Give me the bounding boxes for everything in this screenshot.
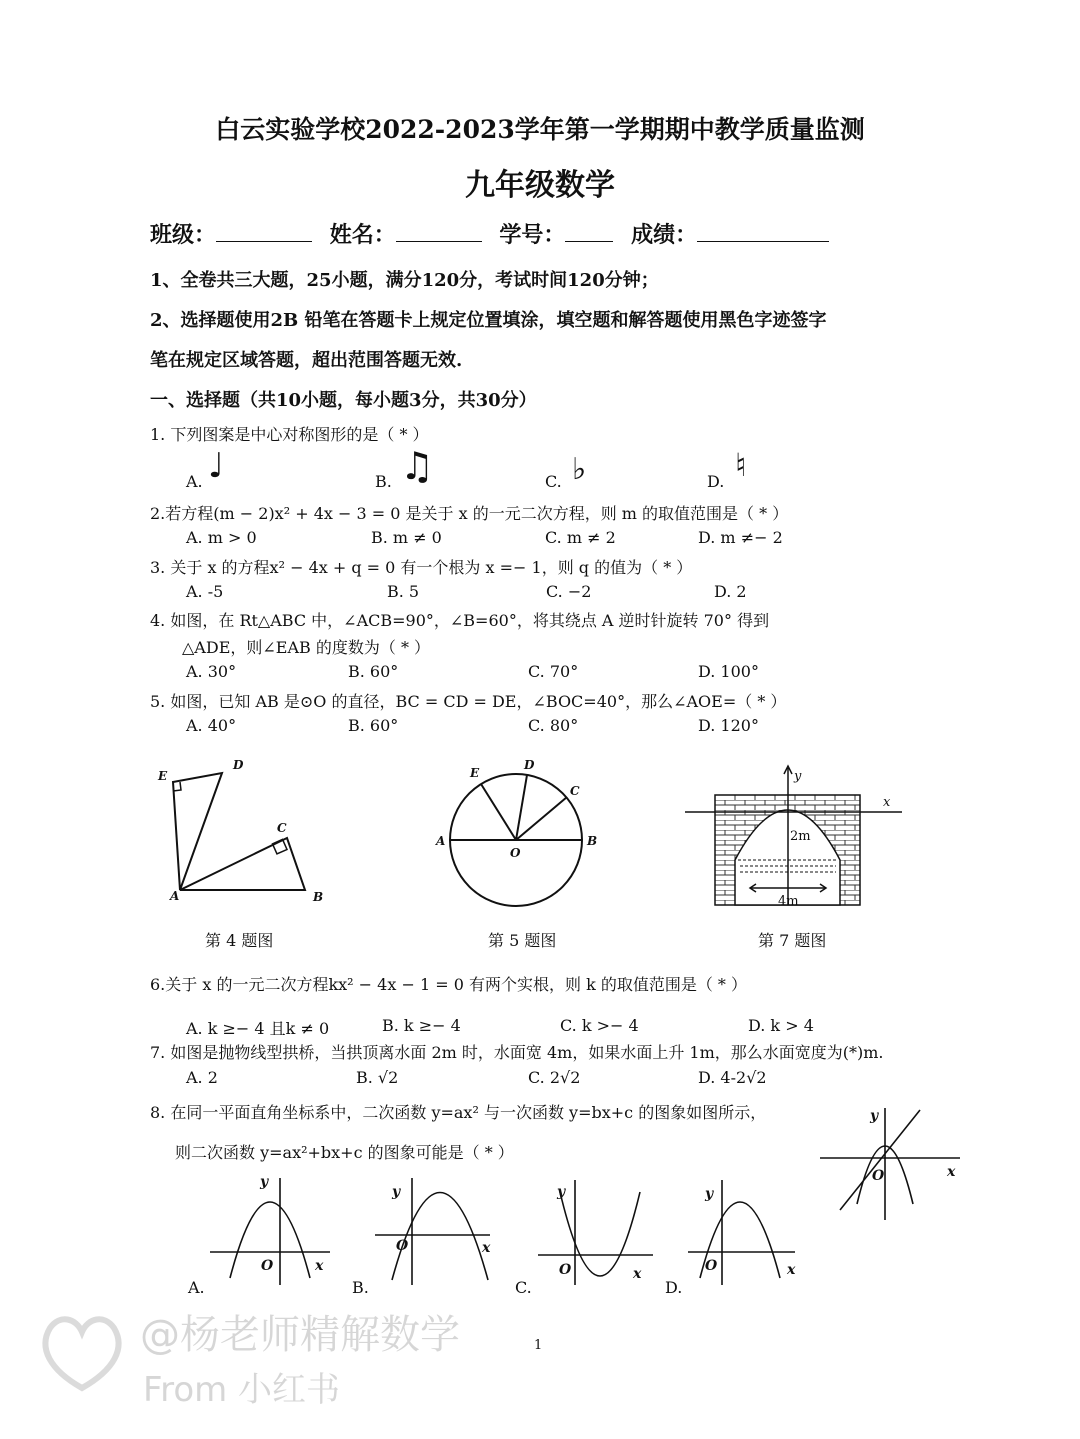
label-x: x — [633, 1266, 642, 1282]
q8-stem-line2: 则二次函数 y=ax²+bx+c 的图象可能是（ * ） — [175, 1143, 514, 1162]
label-a: A — [170, 889, 180, 903]
q8-reference-graph — [815, 1100, 980, 1225]
beamed-notes-icon: ♫ — [400, 444, 435, 488]
label-x: x — [947, 1164, 956, 1180]
q5-option-a: A. 40° — [186, 716, 237, 735]
label-origin: O — [872, 1168, 885, 1184]
q6-option-b: B. k ≥− 4 — [382, 1016, 461, 1035]
watermark-text: @杨老师精解数学 — [140, 1312, 460, 1358]
label-d: D — [524, 758, 535, 772]
q1-option-c: C. — [545, 472, 562, 491]
label-y: y — [392, 1184, 401, 1200]
label-origin: O — [261, 1258, 274, 1274]
label-x: x — [787, 1262, 796, 1278]
q4-stem-line2: △ADE，则∠EAB 的度数为（ * ） — [182, 638, 431, 657]
radius-oc — [516, 797, 567, 840]
label-origin: O — [559, 1262, 572, 1278]
radius-od — [516, 775, 527, 840]
note-1: 1、全卷共三大题，25小题，满分120分，考试时间120分钟； — [150, 270, 659, 291]
label-y: y — [705, 1186, 714, 1202]
q8-graph-c — [535, 1170, 670, 1290]
q4-option-b: B. 60° — [348, 662, 399, 681]
label-2m: 2m — [790, 829, 811, 844]
q7-stem: 7. 如图是抛物线型拱桥，当拱顶离水面 2m 时，水面宽 4m，如果水面上升 1m，那么水面宽度为(*)m. — [150, 1043, 884, 1062]
figure-5 — [430, 755, 610, 915]
q2-stem: 2.若方程(m − 2)x² + 4x − 3 = 0 是关于 x 的一元二次方程，则 m 的取值范围是（ * ） — [150, 504, 789, 523]
q8-option-c: C. — [515, 1278, 532, 1297]
q5-option-c: C. 80° — [528, 716, 579, 735]
q4-stem-line1: 4. 如图，在 Rt△ABC 中，∠ACB=90°，∠B=60°，将其绕点 A 逆时针旋转 70° 得到 — [150, 611, 770, 630]
quarter-note-icon: ♩ — [208, 446, 225, 486]
q6-option-c: C. k >− 4 — [560, 1016, 639, 1035]
id-label: 学号： — [499, 222, 566, 248]
id-blank — [565, 221, 613, 242]
q6-option-d: D. k > 4 — [748, 1016, 814, 1035]
q4-option-d: D. 100° — [698, 662, 759, 681]
q8-graph-b — [370, 1170, 505, 1290]
class-label: 班级： — [150, 222, 217, 248]
note-2: 2、选择题使用2B 铅笔在答题卡上规定位置填涂，填空题和解答题使用黑色字迹签字 — [150, 310, 827, 331]
triangle-acb — [180, 838, 305, 890]
label-c: C — [277, 821, 287, 835]
watermark-logo-icon — [30, 1300, 135, 1400]
q6-option-a: A. k ≥− 4 且k ≠ 0 — [186, 1019, 330, 1038]
figure-4-caption: 第 4 题图 — [205, 931, 274, 950]
q8-graph-a — [205, 1170, 340, 1290]
q1-option-b: B. — [375, 472, 392, 491]
label-y: y — [557, 1184, 566, 1200]
q7-option-b: B. √2 — [356, 1068, 399, 1087]
q3-option-b: B. 5 — [387, 582, 420, 601]
q5-option-d: D. 120° — [698, 716, 759, 735]
label-y: y — [794, 769, 802, 784]
q2-option-d: D. m ≠− 2 — [698, 528, 783, 547]
q3-option-c: C. −2 — [546, 582, 592, 601]
q8-option-b: B. — [352, 1278, 369, 1297]
q1-option-a: A. — [186, 472, 203, 491]
figure-4 — [150, 755, 330, 905]
figure-5-caption: 第 5 题图 — [488, 931, 557, 950]
q5-option-b: B. 60° — [348, 716, 399, 735]
label-y: y — [260, 1174, 269, 1190]
label-b: B — [313, 890, 324, 904]
label-4m: 4m — [778, 894, 799, 909]
label-origin: O — [705, 1258, 718, 1274]
score-blank — [697, 221, 829, 242]
q5-stem: 5. 如图，已知 AB 是⊙O 的直径，BC = CD = DE，∠BOC=40°，那么∠AOE=（ * ） — [150, 692, 787, 711]
q3-option-d: D. 2 — [714, 582, 747, 601]
name-label: 姓名： — [329, 222, 396, 248]
label-d: D — [233, 758, 244, 772]
label-e: E — [470, 766, 480, 780]
name-blank — [396, 221, 482, 242]
label-o: O — [510, 846, 521, 860]
q7-option-c: C. 2√2 — [528, 1068, 581, 1087]
class-blank — [216, 221, 312, 242]
label-c: C — [570, 784, 580, 798]
q3-stem: 3. 关于 x 的方程x² − 4x + q = 0 有一个根为 x =− 1，则 q 的值为（ * ） — [150, 558, 693, 577]
label-x: x — [315, 1258, 324, 1274]
q8-option-a: A. — [188, 1278, 205, 1297]
parabola — [392, 1193, 488, 1281]
figure-7-caption: 第 7 题图 — [758, 931, 827, 950]
watermark-source: From 小红书 — [143, 1370, 341, 1410]
label-x: x — [482, 1240, 491, 1256]
q8-graph-d — [685, 1170, 820, 1290]
radius-oe — [481, 784, 516, 840]
q8-stem-line1: 8. 在同一平面直角坐标系中，二次函数 y=ax² 与一次函数 y=bx+c 的图象如图所示， — [150, 1103, 767, 1122]
note-3: 笔在规定区域答题，超出范围答题无效. — [150, 350, 463, 371]
flat-sign-icon: ♭ — [572, 452, 587, 487]
q7-option-a: A. 2 — [186, 1068, 218, 1087]
label-a: A — [436, 834, 446, 848]
q2-option-c: C. m ≠ 2 — [545, 528, 616, 547]
label-e: E — [158, 769, 168, 783]
q2-option-b: B. m ≠ 0 — [371, 528, 442, 547]
q1-option-d: D. — [707, 472, 725, 491]
label-origin: O — [396, 1238, 409, 1254]
q3-option-a: A. -5 — [186, 582, 224, 601]
q4-option-a: A. 30° — [186, 662, 237, 681]
parabola — [560, 1192, 640, 1276]
student-info-row — [150, 218, 829, 249]
label-b: B — [587, 834, 598, 848]
exam-subtitle: 九年级数学 — [465, 168, 615, 203]
q2-option-a: A. m > 0 — [186, 528, 257, 547]
natural-sign-icon: ♮ — [735, 446, 747, 484]
q7-option-d: D. 4-2√2 — [698, 1068, 767, 1087]
q8-option-d: D. — [665, 1278, 683, 1297]
exam-title: 白云实验学校2022-2023学年第一学期期中教学质量监测 — [215, 115, 865, 144]
figure-7 — [680, 760, 905, 910]
label-y: y — [870, 1108, 879, 1124]
score-label: 成绩： — [631, 222, 698, 248]
page-number: 1 — [534, 1338, 543, 1353]
q6-stem: 6.关于 x 的一元二次方程kx² − 4x − 1 = 0 有两个实根，则 k 的取值范围是（ * ） — [150, 975, 748, 994]
line — [840, 1110, 920, 1210]
label-x: x — [883, 795, 891, 810]
q4-option-c: C. 70° — [528, 662, 579, 681]
section-1-heading: 一、选择题（共10小题，每小题3分，共30分） — [150, 390, 537, 411]
q1-stem: 1. 下列图案是中心对称图形的是（ * ） — [150, 425, 429, 444]
